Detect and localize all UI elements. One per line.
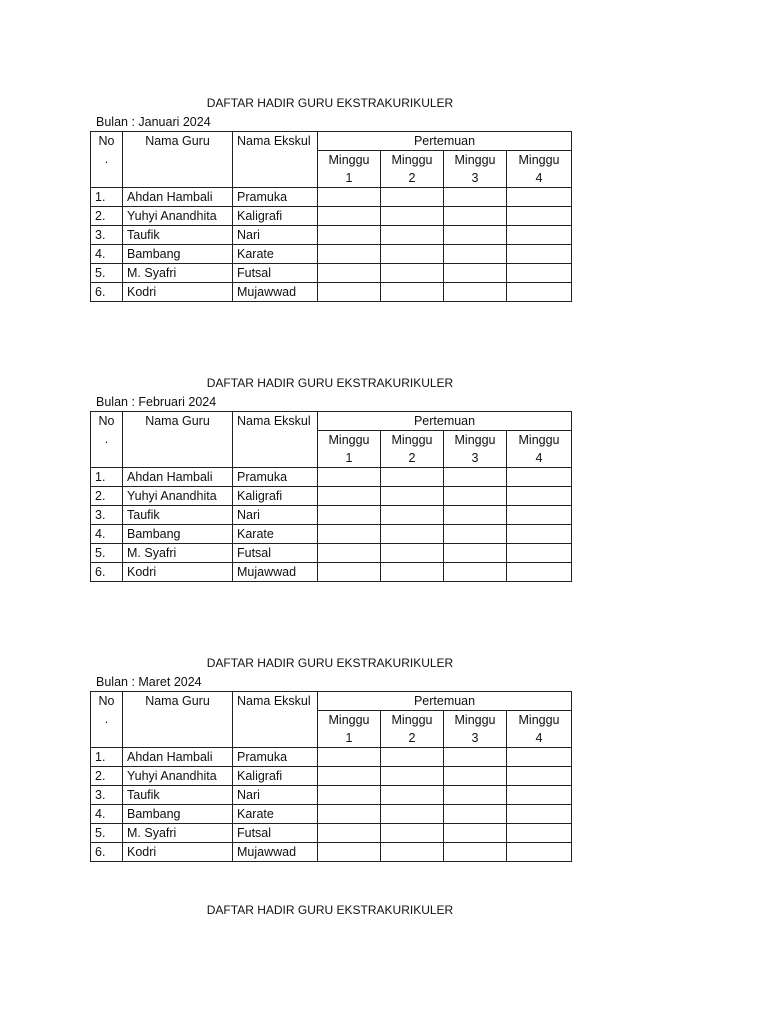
row-no: 6.: [91, 563, 123, 582]
header-no: [91, 132, 123, 188]
attendance-cell[interactable]: [507, 264, 572, 283]
minggu-label: Minggu: [328, 433, 370, 447]
attendance-table: [90, 691, 572, 862]
minggu-label: Minggu: [454, 153, 496, 167]
attendance-cell[interactable]: [381, 767, 444, 786]
attendance-cell[interactable]: [318, 468, 381, 487]
row-nama-guru: Taufik: [123, 226, 233, 245]
attendance-cell[interactable]: [381, 283, 444, 302]
table-row: [91, 525, 572, 544]
table-row: [91, 207, 572, 226]
row-nama-guru: Ahdan Hambali: [123, 188, 233, 207]
row-nama-ekskul: Pramuka: [233, 188, 318, 207]
attendance-cell[interactable]: [444, 805, 507, 824]
row-nama-guru: Taufik: [123, 506, 233, 525]
minggu-label: Minggu: [454, 433, 496, 447]
row-no: 4.: [91, 805, 123, 824]
minggu-label: Minggu: [454, 713, 496, 727]
row-nama-ekskul: Pramuka: [233, 468, 318, 487]
table-row: [91, 824, 572, 843]
row-nama-guru: Kodri: [123, 563, 233, 582]
attendance-cell[interactable]: [318, 283, 381, 302]
header-minggu-1: [318, 711, 381, 748]
row-nama-guru: Yuhyi Anandhita: [123, 487, 233, 506]
row-no: 1.: [91, 468, 123, 487]
section-title: DAFTAR HADIR GURU EKSTRAKURIKULER: [206, 903, 454, 917]
header-minggu-3: [444, 431, 507, 468]
row-no: 5.: [91, 264, 123, 283]
row-nama-guru: Kodri: [123, 283, 233, 302]
row-nama-guru: Bambang: [123, 805, 233, 824]
minggu-label: Minggu: [391, 433, 433, 447]
header-minggu-4: [507, 431, 572, 468]
row-nama-ekskul: Mujawwad: [233, 283, 318, 302]
table-row: [91, 767, 572, 786]
table-row: [91, 245, 572, 264]
minggu-number: 4: [535, 171, 543, 185]
table-row: [91, 264, 572, 283]
table-row: [91, 506, 572, 525]
attendance-cell[interactable]: [444, 506, 507, 525]
attendance-cell[interactable]: [507, 468, 572, 487]
minggu-label: Minggu: [391, 713, 433, 727]
row-no: 3.: [91, 506, 123, 525]
table-row: [91, 487, 572, 506]
attendance-cell[interactable]: [444, 843, 507, 862]
attendance-cell[interactable]: [381, 748, 444, 767]
attendance-cell[interactable]: [444, 468, 507, 487]
header-minggu-4: [507, 711, 572, 748]
attendance-cell[interactable]: [507, 805, 572, 824]
attendance-cell[interactable]: [318, 207, 381, 226]
section-title: DAFTAR HADIR GURU EKSTRAKURIKULER: [206, 656, 454, 670]
attendance-cell[interactable]: [381, 805, 444, 824]
attendance-table: [90, 411, 572, 582]
minggu-label: Minggu: [518, 433, 560, 447]
row-nama-guru: M. Syafri: [123, 824, 233, 843]
attendance-cell[interactable]: [507, 748, 572, 767]
header-no-dot: .: [104, 712, 109, 726]
header-minggu-2: [381, 151, 444, 188]
header-no-label: No: [98, 694, 115, 708]
attendance-cell[interactable]: [507, 843, 572, 862]
attendance-cell[interactable]: [381, 226, 444, 245]
row-nama-ekskul: Futsal: [233, 264, 318, 283]
attendance-cell[interactable]: [318, 264, 381, 283]
attendance-cell[interactable]: [318, 188, 381, 207]
attendance-cell[interactable]: [381, 525, 444, 544]
row-no: 5.: [91, 824, 123, 843]
row-nama-guru: Yuhyi Anandhita: [123, 207, 233, 226]
attendance-cell[interactable]: [318, 226, 381, 245]
attendance-cell[interactable]: [444, 544, 507, 563]
attendance-cell[interactable]: [444, 748, 507, 767]
attendance-cell[interactable]: [507, 786, 572, 805]
attendance-cell[interactable]: [444, 824, 507, 843]
header-no-dot: .: [104, 432, 109, 446]
attendance-table: [90, 131, 572, 302]
attendance-cell[interactable]: [381, 843, 444, 862]
row-no: 1.: [91, 748, 123, 767]
header-minggu-2: [381, 431, 444, 468]
row-nama-ekskul: Kaligrafi: [233, 207, 318, 226]
attendance-cell[interactable]: [507, 506, 572, 525]
row-no: 2.: [91, 487, 123, 506]
attendance-cell[interactable]: [381, 487, 444, 506]
row-no: 4.: [91, 245, 123, 264]
row-nama-guru: Bambang: [123, 245, 233, 264]
header-nama-ekskul: Nama Ekskul: [233, 132, 318, 188]
header-nama-ekskul: Nama Ekskul: [233, 692, 318, 748]
row-no: 6.: [91, 283, 123, 302]
row-nama-ekskul: Nari: [233, 226, 318, 245]
header-pertemuan: Pertemuan: [318, 132, 572, 151]
attendance-cell[interactable]: [507, 525, 572, 544]
attendance-cell[interactable]: [381, 506, 444, 525]
attendance-cell[interactable]: [444, 563, 507, 582]
row-nama-guru: Taufik: [123, 786, 233, 805]
attendance-cell[interactable]: [444, 245, 507, 264]
minggu-number: 2: [408, 171, 416, 185]
header-no-dot: .: [104, 152, 109, 166]
table-row: [91, 283, 572, 302]
minggu-label: Minggu: [328, 713, 370, 727]
attendance-cell[interactable]: [507, 188, 572, 207]
header-minggu-3: [444, 711, 507, 748]
table-row: [91, 226, 572, 245]
attendance-cell[interactable]: [381, 468, 444, 487]
table-row: [91, 805, 572, 824]
row-nama-guru: Kodri: [123, 843, 233, 862]
header-nama-guru: Nama Guru: [123, 412, 233, 468]
attendance-cell[interactable]: [444, 188, 507, 207]
minggu-label: Minggu: [391, 153, 433, 167]
minggu-number: 1: [345, 171, 353, 185]
row-nama-ekskul: Futsal: [233, 824, 318, 843]
attendance-cell[interactable]: [507, 824, 572, 843]
attendance-cell[interactable]: [318, 843, 381, 862]
minggu-label: Minggu: [518, 153, 560, 167]
row-nama-ekskul: Karate: [233, 245, 318, 264]
attendance-cell[interactable]: [381, 544, 444, 563]
attendance-cell[interactable]: [318, 544, 381, 563]
attendance-cell[interactable]: [444, 525, 507, 544]
row-nama-guru: Ahdan Hambali: [123, 468, 233, 487]
attendance-cell[interactable]: [318, 805, 381, 824]
attendance-cell[interactable]: [318, 487, 381, 506]
attendance-cell[interactable]: [444, 207, 507, 226]
header-no-label: No: [98, 414, 115, 428]
table-row: [91, 188, 572, 207]
row-nama-ekskul: Futsal: [233, 544, 318, 563]
row-nama-ekskul: Mujawwad: [233, 843, 318, 862]
table-row: [91, 843, 572, 862]
minggu-label: Minggu: [518, 713, 560, 727]
attendance-cell[interactable]: [381, 188, 444, 207]
attendance-cell[interactable]: [318, 767, 381, 786]
month-label: Bulan : Januari 2024: [96, 115, 211, 129]
minggu-number: 4: [535, 731, 543, 745]
attendance-cell[interactable]: [318, 563, 381, 582]
attendance-cell[interactable]: [444, 786, 507, 805]
attendance-cell[interactable]: [444, 767, 507, 786]
attendance-cell[interactable]: [318, 245, 381, 264]
minggu-number: 1: [345, 451, 353, 465]
row-nama-ekskul: Pramuka: [233, 748, 318, 767]
header-no: [91, 412, 123, 468]
header-minggu-3: [444, 151, 507, 188]
attendance-cell[interactable]: [381, 563, 444, 582]
minggu-number: 3: [471, 731, 479, 745]
header-nama-ekskul: Nama Ekskul: [233, 412, 318, 468]
table-row: [91, 544, 572, 563]
row-nama-guru: Ahdan Hambali: [123, 748, 233, 767]
attendance-cell[interactable]: [318, 525, 381, 544]
attendance-cell[interactable]: [444, 283, 507, 302]
attendance-cell[interactable]: [507, 245, 572, 264]
row-no: 3.: [91, 226, 123, 245]
table-row: [91, 786, 572, 805]
header-minggu-1: [318, 151, 381, 188]
attendance-cell[interactable]: [507, 767, 572, 786]
minggu-number: 3: [471, 451, 479, 465]
row-nama-ekskul: Nari: [233, 506, 318, 525]
header-pertemuan: Pertemuan: [318, 692, 572, 711]
row-nama-guru: M. Syafri: [123, 544, 233, 563]
table-row: [91, 468, 572, 487]
attendance-cell[interactable]: [381, 786, 444, 805]
row-nama-guru: M. Syafri: [123, 264, 233, 283]
row-nama-ekskul: Karate: [233, 525, 318, 544]
section-title: DAFTAR HADIR GURU EKSTRAKURIKULER: [206, 376, 454, 390]
attendance-cell[interactable]: [444, 487, 507, 506]
row-nama-ekskul: Nari: [233, 786, 318, 805]
row-no: 3.: [91, 786, 123, 805]
attendance-cell[interactable]: [507, 563, 572, 582]
row-nama-ekskul: Mujawwad: [233, 563, 318, 582]
header-nama-guru: Nama Guru: [123, 132, 233, 188]
attendance-cell[interactable]: [507, 487, 572, 506]
row-nama-ekskul: Kaligrafi: [233, 487, 318, 506]
header-minggu-2: [381, 711, 444, 748]
attendance-cell[interactable]: [318, 786, 381, 805]
minggu-number: 2: [408, 451, 416, 465]
row-no: 5.: [91, 544, 123, 563]
attendance-cell[interactable]: [381, 824, 444, 843]
month-label: Bulan : Maret 2024: [96, 675, 202, 689]
row-nama-guru: Yuhyi Anandhita: [123, 767, 233, 786]
attendance-cell[interactable]: [444, 264, 507, 283]
month-label: Bulan : Februari 2024: [96, 395, 217, 409]
attendance-cell[interactable]: [507, 207, 572, 226]
header-pertemuan: Pertemuan: [318, 412, 572, 431]
row-no: 6.: [91, 843, 123, 862]
header-no-label: No: [98, 134, 115, 148]
attendance-cell[interactable]: [507, 226, 572, 245]
minggu-number: 1: [345, 731, 353, 745]
row-nama-ekskul: Karate: [233, 805, 318, 824]
header-minggu-4: [507, 151, 572, 188]
row-no: 1.: [91, 188, 123, 207]
minggu-label: Minggu: [328, 153, 370, 167]
attendance-cell[interactable]: [381, 245, 444, 264]
table-row: [91, 748, 572, 767]
attendance-cell[interactable]: [507, 283, 572, 302]
row-no: 2.: [91, 207, 123, 226]
minggu-number: 3: [471, 171, 479, 185]
row-no: 4.: [91, 525, 123, 544]
row-nama-ekskul: Kaligrafi: [233, 767, 318, 786]
attendance-cell[interactable]: [318, 506, 381, 525]
table-row: [91, 563, 572, 582]
section-title: DAFTAR HADIR GURU EKSTRAKURIKULER: [206, 96, 454, 110]
attendance-cell[interactable]: [507, 544, 572, 563]
attendance-cell[interactable]: [381, 207, 444, 226]
row-nama-guru: Bambang: [123, 525, 233, 544]
header-nama-guru: Nama Guru: [123, 692, 233, 748]
minggu-number: 4: [535, 451, 543, 465]
attendance-cell[interactable]: [381, 264, 444, 283]
header-minggu-1: [318, 431, 381, 468]
attendance-cell[interactable]: [318, 824, 381, 843]
header-no: [91, 692, 123, 748]
attendance-cell[interactable]: [444, 226, 507, 245]
row-no: 2.: [91, 767, 123, 786]
minggu-number: 2: [408, 731, 416, 745]
attendance-cell[interactable]: [318, 748, 381, 767]
